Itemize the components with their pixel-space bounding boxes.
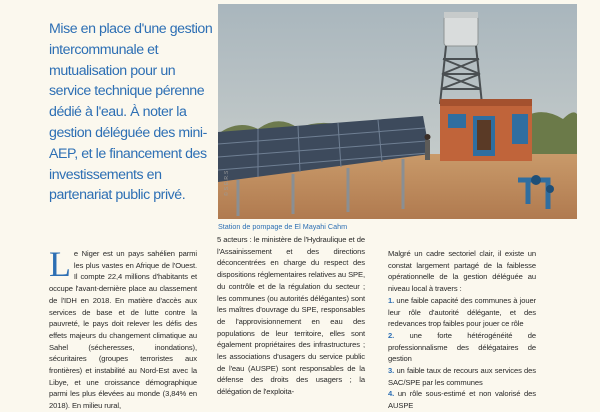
column-3-intro: Malgré un cadre sectoriel clair, il existe un constat largement partagé de la faiblesse opérationnelle de la gestion déléguée au niveau local à travers : (388, 249, 536, 294)
column-1-text: e Niger est un pays sahélien parmi les plus vastes en Afrique de l'Ouest. Il compte 22,4 millions d'habitants et occupe l'avant-dernière place au classement de l'IDH en 2018. En matière d'accès aux services de base et de lutte contre la pauvreté, le pays doit relever les défis des effets majeurs du changement climatique au Sahel (sécheresses, inondations), sécuritaires (groupes terroristes aux frontières) et instabilité au Nord-Est avec la Libye, et une croissance démographique parmi les plus élevées au monde (3,84% en 2018). En milieu rural, (49, 249, 197, 411)
list-item (388, 295, 536, 330)
list-item-text: une forte hétérogénéité de professionnalisme des délégataires de gestion (388, 330, 536, 364)
intro-heading: Mise en place d'une gestion intercommunale et mutualisation pour un service technique pérenne dédié à l'eau. À noter la gestion déléguée des mini-AEP, et le financement des investissements en partenariat public privé. (49, 21, 213, 204)
list-item (388, 330, 536, 365)
list-number: 4. (388, 389, 395, 399)
list-item (388, 388, 536, 411)
list-number: 3. (388, 366, 395, 376)
list-item-text: un faible taux de recours aux services des SAC/SPE par les communes (388, 366, 536, 387)
list-item-text: une faible capacité des communes à jouer leur rôle d'autorité délégante, et des redevances trop faibles pour jouer ce rôle (388, 295, 537, 329)
photo-credit: © S.E.R.S (224, 170, 230, 196)
photo-caption: Station de pompage de El Mayahi Cahm (218, 222, 348, 231)
pumping-station-photo (218, 4, 577, 219)
list-item (388, 365, 536, 388)
weakness-list (388, 295, 536, 412)
list-item-text: un rôle sous-estimé et non valorisé des AUSPE (388, 389, 536, 411)
article-column-3 (388, 248, 536, 412)
drop-cap: L (49, 244, 71, 284)
list-number: 1. (388, 295, 395, 305)
article-column-1 (49, 244, 197, 412)
article-column-2 (217, 234, 365, 398)
list-number: 2. (388, 330, 395, 340)
column-2-text: 5 acteurs : le ministère de l'Hydraulique et de l'Assainissement et des directions déconcentrées en charge du respect des dispositions réglementaires relatives au SPE, du contrôle et de la régulation du secteur ; les communes (ou autorités délégantes) sont les maîtres d'ouvrage du SPE, responsables de l'approvisionnement en eau des populations de leur territoire, elles sont également propriétaires des infrastructures ; les associations d'usagers du service public de l'eau (AUSPE) sont responsables de la défense des droits des usagers ; la délégation de l'exploita- (217, 235, 365, 397)
